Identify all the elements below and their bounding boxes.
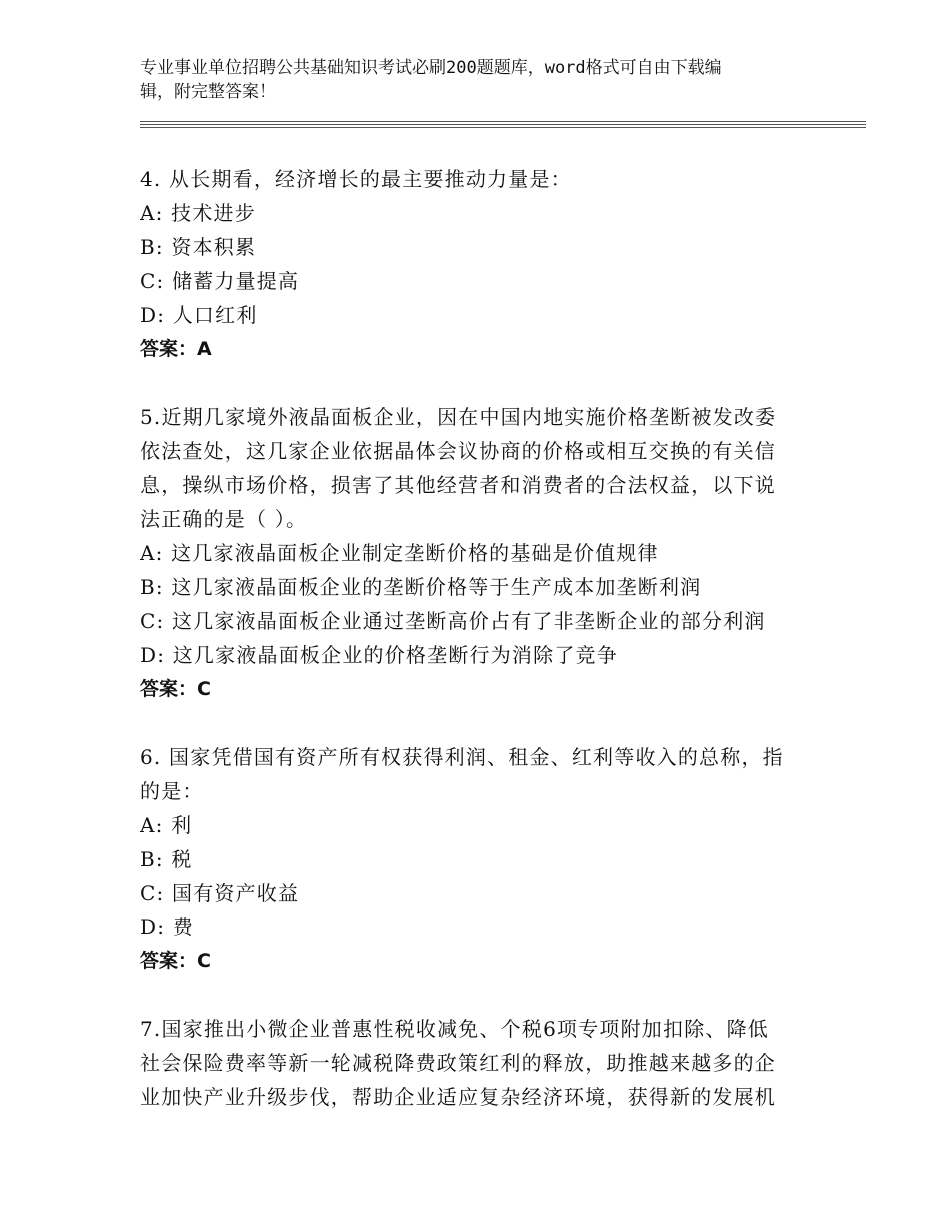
answer-option: B: 这几家液晶面板企业的垄断价格等于生产成本加垄断利润 (140, 575, 702, 599)
question-block (140, 400, 820, 706)
question-stem-line: 业加快产业升级步伐，帮助企业适应复杂经济环境，获得新的发展机 (140, 1085, 776, 1109)
question-stem-line: 7.国家推出小微企业普惠性税收减免、个税6项专项附加扣除、降低 (140, 1017, 770, 1041)
header-divider-line (140, 127, 866, 128)
question-list (140, 162, 820, 1148)
answer-option: B: 资本积累 (140, 235, 257, 259)
question-stem-line: 法正确的是（ ）。 (140, 507, 308, 531)
header-divider-line (140, 124, 866, 125)
document-header (140, 56, 790, 104)
question-stem-line: 5.近期几家境外液晶面板企业，因在中国内地实施价格垄断被发改委 (140, 405, 777, 429)
question-stem-line: 息，操纵市场价格，损害了其他经营者和消费者的合法权益，以下说 (140, 473, 776, 497)
answer-option: D: 这几家液晶面板企业的价格垄断行为消除了竞争 (140, 643, 618, 667)
question-stem-line: 依法查处，这几家企业依据晶体会议协商的价格或相互交换的有关信 (140, 439, 776, 463)
header-line-1: 专业事业单位招聘公共基础知识考试必刷200题题库，word格式可自由下载编 (140, 58, 722, 78)
answer-option: A: 技术进步 (140, 201, 256, 225)
answer-option: D: 费 (140, 915, 194, 939)
answer-option: A: 这几家液晶面板企业制定垄断价格的基础是价值规律 (140, 541, 659, 565)
header-divider-line (140, 121, 866, 122)
answer-option: C: 储蓄力量提高 (140, 269, 300, 293)
answer-key: 答案：C (140, 678, 211, 700)
answer-option: D: 人口红利 (140, 303, 258, 327)
header-line-2: 辑，附完整答案！ (140, 82, 276, 102)
question-stem-line: 6. 国家凭借国有资产所有权获得利润、租金、红利等收入的总称，指 (140, 745, 784, 769)
question-block (140, 162, 820, 366)
question-block (140, 1012, 820, 1114)
question-stem-line: 4. 从长期看，经济增长的最主要推动力量是： (140, 167, 572, 191)
question-block (140, 740, 820, 978)
question-stem-line: 的是： (140, 779, 204, 803)
answer-option: C: 这几家液晶面板企业通过垄断高价占有了非垄断企业的部分利润 (140, 609, 766, 633)
answer-key: 答案：C (140, 950, 211, 972)
answer-option: B: 税 (140, 847, 193, 871)
answer-key: 答案：A (140, 338, 212, 360)
answer-option: C: 国有资产收益 (140, 881, 300, 905)
question-stem-line: 社会保险费率等新一轮减税降费政策红利的释放，助推越来越多的企 (140, 1051, 776, 1075)
answer-option: A: 利 (140, 813, 193, 837)
